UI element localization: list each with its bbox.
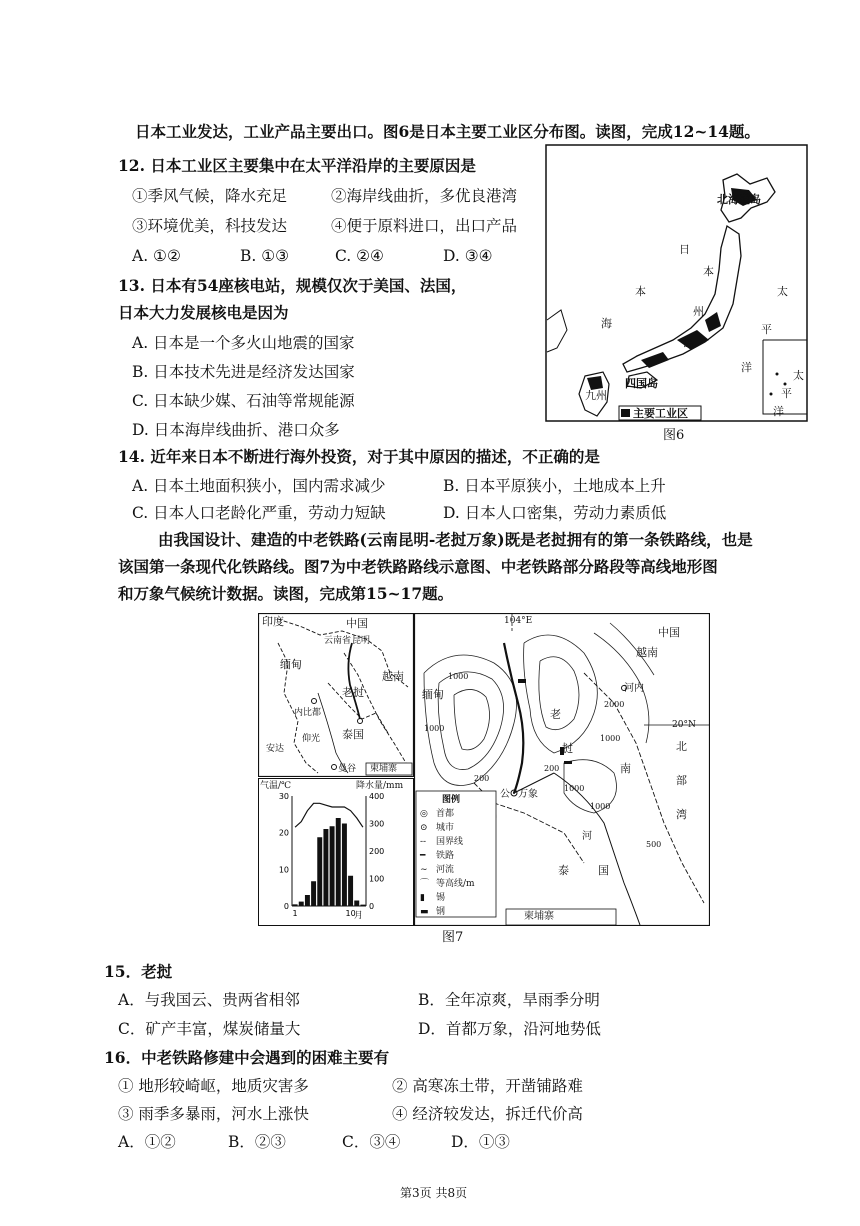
border-line-icon: --: [420, 837, 427, 847]
contour-line-icon: ⌒: [420, 879, 430, 889]
contour-label-1: 1000: [448, 672, 469, 681]
map2-label-nan: 南: [620, 762, 631, 775]
precip-bar: [330, 826, 335, 906]
map2-label-hanoi: 河内: [624, 683, 644, 694]
q13-option-d: D. 日本海岸线曲折、港口众多: [132, 421, 340, 439]
railway-line-icon: ━: [420, 851, 426, 861]
legend-item-label: 国界线: [436, 837, 464, 847]
map2-label-thailand-1: 泰: [558, 864, 569, 877]
label-hokkaido: 北海道岛: [717, 193, 761, 206]
question-12-stem: 12. 日本工业区主要集中在太平洋沿岸的主要原因是: [118, 156, 476, 175]
legend-item: [420, 821, 475, 835]
label-sea-2: 本: [635, 285, 646, 298]
precip-bar: [360, 905, 365, 906]
y-left-tick-label: 20: [278, 828, 289, 838]
legend-title: 图例: [442, 795, 461, 805]
map1-label-naypyidaw: 内比都: [294, 708, 322, 718]
precip-bar: [299, 902, 304, 906]
figure-7-caption: 图7: [442, 930, 464, 945]
q16-option-c: C．③④: [342, 1133, 401, 1151]
q13-option-c: C. 日本缺少媒、石油等常规能源: [132, 392, 355, 410]
contour-label-2: 1000: [424, 724, 445, 733]
map1-label-yunnan: 云南省: [324, 636, 352, 646]
contour-label-8: 500: [646, 840, 662, 849]
map2-label-myanmar: 缅甸: [422, 688, 444, 701]
map2-label-beibu-3: 湾: [676, 808, 687, 821]
page-footer: 第3页 共8页: [400, 1186, 468, 1200]
q16-option-d: D．①③: [451, 1133, 510, 1151]
q13-option-b: B. 日本技术先进是经济发达国家: [132, 363, 355, 381]
contour-label-9: 1000: [590, 802, 611, 811]
tin-symbol-icon: ▮: [420, 893, 425, 903]
legend-item-label: 河流: [436, 865, 455, 875]
map1-label-bangkok: 曼谷: [338, 764, 357, 774]
climate-temp-label: 气温/℃: [260, 781, 292, 791]
precip-bar: [293, 904, 298, 906]
precip-bar: [317, 837, 322, 906]
map1-label-cambodia: 柬埔寨: [370, 764, 398, 774]
river-line-icon: ∼: [420, 865, 428, 875]
label-inset-pacific-1: 太: [793, 369, 804, 382]
y-right-tick-label: 100: [369, 874, 385, 884]
q16-option-a: A．①②: [118, 1133, 176, 1151]
y-left-tick-label: 0: [283, 902, 289, 911]
map2-label-gong: 公: [500, 789, 510, 800]
map1-label-vietnam: 越南: [382, 670, 404, 683]
contour-label-5: 1000: [564, 784, 585, 793]
y-right-tick-label: 0: [369, 902, 375, 911]
map2-label-vientiane: 万象: [518, 789, 538, 800]
precip-bar: [323, 829, 328, 906]
q16-statement-4: ④ 经济较发达，拆迁代价高: [392, 1105, 583, 1123]
legend-item: [420, 863, 475, 877]
legend-item-label: 城市: [436, 823, 455, 833]
map2-label-vietnam: 越南: [636, 646, 658, 659]
map1-label-andaman: 安达: [266, 744, 285, 754]
question-14-stem: 14. 近年来日本不断进行海外投资，对于其中原因的描述，不正确的是: [118, 447, 600, 466]
contour-label-4: 2000: [604, 700, 625, 709]
q15-option-b: B．全年凉爽，旱雨季分明: [418, 991, 600, 1009]
q14-option-b: B. 日本平原狭小，土地成本上升: [443, 477, 666, 495]
legend-industrial-zone: 主要工业区: [633, 407, 688, 420]
label-honshu-2: 州: [693, 305, 704, 318]
y-right-tick-label: 300: [369, 819, 385, 829]
map2-label-thailand-2: 国: [598, 864, 609, 877]
precip-bar: [348, 876, 353, 906]
map2-label-beibu-2: 部: [676, 774, 687, 787]
map1-label-kunming: 昆明: [352, 636, 371, 646]
intro2-line2: 该国第一条现代化铁路线。图7为中老铁路路线示意图、中老铁路部分路段等高线地形图: [118, 557, 718, 576]
label-pacific-3: 洋: [741, 361, 752, 374]
q15-option-d: D．首都万象，沿河地势低: [418, 1020, 601, 1038]
figure-7-climate-chart: [258, 778, 414, 926]
figure-7-location-map: [258, 613, 414, 777]
map1-label-laos: 老挝: [342, 686, 364, 699]
x-tick-label: 1: [292, 909, 298, 918]
q12-option-d: D. ③④: [443, 247, 493, 265]
label-honshu-1: 本: [703, 265, 714, 278]
q12-statement-3: ③环境优美，科技发达: [132, 217, 288, 235]
legend-item-label: 铁路: [436, 851, 455, 861]
question-13-stem-line1: 13. 日本有54座核电站，规模仅次于美国、法国，: [118, 276, 467, 295]
q12-statement-2: ②海岸线曲折，多优良港湾: [331, 187, 518, 205]
legend-item: [420, 807, 475, 821]
q12-statement-1: ①季风气候，降水充足: [132, 187, 288, 205]
map2-label-laos-2: 挝: [562, 742, 573, 755]
x-tick-label: 10: [345, 909, 356, 918]
q12-option-a: A. ①②: [132, 247, 181, 265]
capital-symbol-icon: ◎: [420, 809, 428, 819]
label-kyushu: 九州: [585, 389, 607, 402]
figure-6-japan-map: [545, 144, 808, 422]
y-right-tick-label: 200: [369, 847, 385, 856]
legend-item: [420, 905, 475, 919]
label-pacific-1: 太: [777, 285, 788, 298]
climate-precip-label: 降水量/mm: [356, 781, 404, 791]
precip-bar: [342, 824, 347, 907]
legend-item-label: 锡: [436, 893, 446, 903]
map2-label-china: 中国: [658, 626, 680, 639]
contour-label-6: 200: [544, 764, 560, 773]
legend-item-label: 钢: [436, 907, 446, 917]
question-15-stem: 15．老挝: [104, 962, 173, 981]
y-left-tick-label: 10: [278, 865, 289, 875]
map2-longitude: 104°E: [504, 616, 533, 626]
precip-bar: [305, 895, 310, 906]
q15-option-c: C．矿产丰富，煤炭储量大: [118, 1020, 301, 1038]
contour-label-3: 200: [474, 774, 490, 783]
map2-label-laos-1: 老: [550, 708, 561, 721]
q12-statement-4: ④便于原料进口，出口产品: [331, 217, 518, 235]
map1-label-india: 印度: [262, 615, 284, 628]
city-symbol-icon: ⊙: [420, 823, 428, 833]
map2-latitude: 20°N: [672, 720, 696, 730]
precip-bar: [311, 881, 316, 906]
intro2-line3: 和万象气候统计数据。读图，完成第15~17题。: [118, 584, 454, 603]
q16-option-b: B．②③: [228, 1133, 286, 1151]
legend-item: [420, 849, 475, 863]
q14-option-c: C. 日本人口老龄化严重，劳动力短缺: [132, 504, 386, 522]
map2-label-river: 河: [582, 831, 592, 842]
q14-option-d: D. 日本人口密集，劳动力素质低: [443, 504, 667, 522]
figure-6-caption: 图6: [663, 428, 685, 443]
label-sea-1: 日: [679, 243, 690, 256]
label-inset-pacific-3: 洋: [773, 405, 784, 418]
map2-label-beibu-1: 北: [676, 740, 687, 753]
legend-item-label: 首都: [436, 809, 455, 819]
figure-7-contour-map: [414, 613, 710, 926]
label-pacific-2: 平: [761, 323, 772, 336]
q16-statement-1: ① 地形较崎岖，地质灾害多: [118, 1077, 309, 1095]
y-left-tick-label: 30: [278, 792, 289, 801]
q12-option-b: B. ①③: [240, 247, 290, 265]
legend-item: [420, 877, 475, 891]
q16-statement-3: ③ 雨季多暴雨，河水上涨快: [118, 1105, 309, 1123]
precip-bar: [354, 901, 359, 907]
label-inset-pacific-2: 平: [781, 387, 792, 400]
map1-label-china: 中国: [346, 617, 368, 630]
q16-statement-2: ② 高寒冻土带，开凿铺路难: [392, 1077, 583, 1095]
q12-option-c: C. ②④: [335, 247, 384, 265]
label-sea-3: 海: [601, 317, 612, 330]
q14-option-a: A. 日本土地面积狭小，国内需求减少: [132, 477, 386, 495]
contour-label-7: 1000: [600, 734, 621, 743]
precip-bar: [336, 818, 341, 906]
map1-label-yangon: 仰光: [302, 734, 321, 744]
label-shikoku: 四国岛: [625, 377, 658, 390]
intro-paragraph-1: 日本工业发达，工业产品主要出口。图6是日本主要工业区分布图。读图，完成12~14题。: [135, 122, 760, 141]
legend-item-label: 等高线/m: [436, 879, 475, 889]
legend-list: [420, 807, 475, 919]
climate-x-unit: 月: [354, 911, 364, 921]
map2-label-cambodia: 柬埔寨: [524, 911, 554, 922]
question-13-stem-line2: 日本大力发展核电是因为: [118, 303, 289, 322]
steel-symbol-icon: ▬: [420, 907, 429, 917]
q13-option-a: A. 日本是一个多火山地震的国家: [132, 334, 355, 352]
map1-label-myanmar: 缅甸: [280, 658, 302, 671]
q15-option-a: A．与我国云、贵两省相邻: [118, 991, 300, 1009]
intro2-line1: 由我国设计、建造的中老铁路(云南昆明-老挝万象)既是老挝拥有的第一条铁路线，也是: [158, 530, 753, 549]
legend-item: [420, 891, 475, 905]
label-honshu-3: 岛: [683, 337, 694, 350]
map1-label-thailand: 泰国: [342, 728, 364, 741]
question-16-stem: 16．中老铁路修建中会遇到的困难主要有: [104, 1048, 390, 1067]
y-right-tick-label: 400: [369, 792, 385, 801]
legend-item: [420, 835, 475, 849]
